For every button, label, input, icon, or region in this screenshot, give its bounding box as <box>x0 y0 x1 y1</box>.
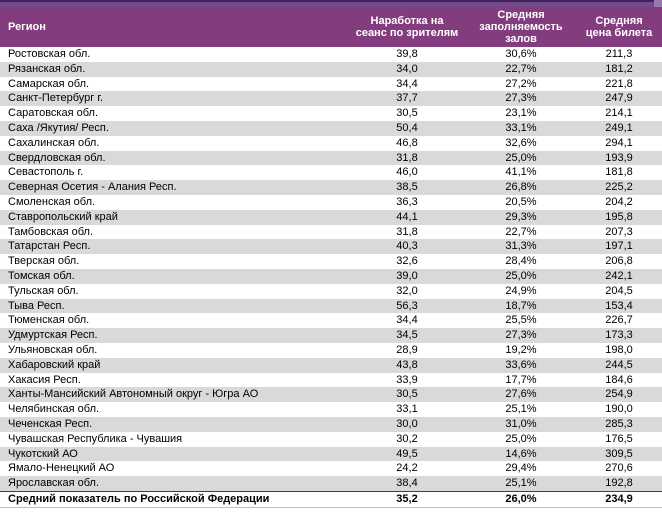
cell-region: Челябинская обл. <box>0 402 348 417</box>
cell-occupancy: 25,1% <box>466 402 576 417</box>
table-row <box>0 210 662 225</box>
cell-price: 193,9 <box>576 151 662 166</box>
cell-per-viewer: 30,5 <box>348 387 466 402</box>
cell-occupancy: 25,1% <box>466 476 576 491</box>
cell-region: Саратовская обл. <box>0 106 348 121</box>
cell-price: 247,9 <box>576 91 662 106</box>
table-row <box>0 239 662 254</box>
cell-price: 270,6 <box>576 461 662 476</box>
cell-price: 198,0 <box>576 343 662 358</box>
cell-per-viewer: 34,4 <box>348 313 466 328</box>
cell-per-viewer: 31,8 <box>348 225 466 240</box>
cell-occupancy: 31,0% <box>466 417 576 432</box>
cell-occupancy: 29,3% <box>466 210 576 225</box>
table-body <box>0 47 662 491</box>
table-row <box>0 313 662 328</box>
header-row <box>0 7 662 47</box>
cell-region: Тюменская обл. <box>0 313 348 328</box>
cell-per-viewer: 46,8 <box>348 136 466 151</box>
summary-row <box>0 491 662 507</box>
summary-per-viewer: 35,2 <box>348 491 466 507</box>
cell-region: Санкт-Петербург г. <box>0 91 348 106</box>
top-strip-corner <box>654 0 662 7</box>
table-row <box>0 447 662 462</box>
cell-region: Сахалинская обл. <box>0 136 348 151</box>
cell-occupancy: 25,0% <box>466 269 576 284</box>
cell-occupancy: 27,3% <box>466 328 576 343</box>
cell-per-viewer: 28,9 <box>348 343 466 358</box>
cell-occupancy: 24,9% <box>466 284 576 299</box>
cell-price: 225,2 <box>576 180 662 195</box>
cell-occupancy: 32,6% <box>466 136 576 151</box>
cell-region: Ярославская обл. <box>0 476 348 491</box>
cell-per-viewer: 46,0 <box>348 165 466 180</box>
cell-occupancy: 25,5% <box>466 313 576 328</box>
cell-price: 242,1 <box>576 269 662 284</box>
table-row <box>0 328 662 343</box>
cell-price: 249,1 <box>576 121 662 136</box>
cell-per-viewer: 32,6 <box>348 254 466 269</box>
table-row <box>0 77 662 92</box>
cell-per-viewer: 50,4 <box>348 121 466 136</box>
cell-price: 204,5 <box>576 284 662 299</box>
cell-per-viewer: 30,0 <box>348 417 466 432</box>
cell-per-viewer: 40,3 <box>348 239 466 254</box>
cell-occupancy: 23,1% <box>466 106 576 121</box>
cell-per-viewer: 34,5 <box>348 328 466 343</box>
table-row <box>0 373 662 388</box>
table-row <box>0 387 662 402</box>
cell-price: 214,1 <box>576 106 662 121</box>
summary-occupancy: 26,0% <box>466 491 576 507</box>
cell-occupancy: 27,3% <box>466 91 576 106</box>
cell-per-viewer: 38,5 <box>348 180 466 195</box>
cell-occupancy: 27,2% <box>466 77 576 92</box>
cell-occupancy: 14,6% <box>466 447 576 462</box>
cell-per-viewer: 49,5 <box>348 447 466 462</box>
table-row <box>0 417 662 432</box>
table-row <box>0 299 662 314</box>
cell-price: 207,3 <box>576 225 662 240</box>
cell-per-viewer: 24,2 <box>348 461 466 476</box>
cell-per-viewer: 43,8 <box>348 358 466 373</box>
cell-price: 221,8 <box>576 77 662 92</box>
cell-region: Ростовская обл. <box>0 47 348 62</box>
cell-region: Томская обл. <box>0 269 348 284</box>
summary-price: 234,9 <box>576 491 662 507</box>
top-strip <box>0 0 662 7</box>
cell-per-viewer: 33,1 <box>348 402 466 417</box>
cell-price: 254,9 <box>576 387 662 402</box>
cell-region: Рязанская обл. <box>0 62 348 77</box>
cell-occupancy: 20,5% <box>466 195 576 210</box>
cell-per-viewer: 34,0 <box>348 62 466 77</box>
cell-occupancy: 18,7% <box>466 299 576 314</box>
table-row <box>0 269 662 284</box>
table-row <box>0 432 662 447</box>
cell-per-viewer: 34,4 <box>348 77 466 92</box>
cell-per-viewer: 39,8 <box>348 47 466 62</box>
cell-region: Татарстан Респ. <box>0 239 348 254</box>
cell-price: 206,8 <box>576 254 662 269</box>
cell-region: Ханты-Мансийский Автономный округ - Югра АО <box>0 387 348 402</box>
table-row <box>0 254 662 269</box>
table-row <box>0 151 662 166</box>
table-row <box>0 106 662 121</box>
cell-region: Саха /Якутия/ Респ. <box>0 121 348 136</box>
cell-occupancy: 26,8% <box>466 180 576 195</box>
table-row <box>0 343 662 358</box>
cell-region: Ставропольский край <box>0 210 348 225</box>
cell-occupancy: 22,7% <box>466 62 576 77</box>
cell-region: Чеченская Респ. <box>0 417 348 432</box>
cell-region: Хабаровский край <box>0 358 348 373</box>
cell-occupancy: 27,6% <box>466 387 576 402</box>
cell-per-viewer: 56,3 <box>348 299 466 314</box>
cell-region: Чукотский АО <box>0 447 348 462</box>
cell-per-viewer: 37,7 <box>348 91 466 106</box>
cell-price: 211,3 <box>576 47 662 62</box>
cell-occupancy: 22,7% <box>466 225 576 240</box>
cell-price: 153,4 <box>576 299 662 314</box>
cell-region: Свердловская обл. <box>0 151 348 166</box>
cell-occupancy: 25,0% <box>466 432 576 447</box>
cell-per-viewer: 30,2 <box>348 432 466 447</box>
cell-occupancy: 33,6% <box>466 358 576 373</box>
cell-occupancy: 31,3% <box>466 239 576 254</box>
cell-region: Удмуртская Респ. <box>0 328 348 343</box>
cell-occupancy: 41,1% <box>466 165 576 180</box>
cell-occupancy: 30,6% <box>466 47 576 62</box>
cell-price: 197,1 <box>576 239 662 254</box>
cell-price: 192,8 <box>576 476 662 491</box>
cell-price: 181,8 <box>576 165 662 180</box>
table-row <box>0 461 662 476</box>
cell-per-viewer: 44,1 <box>348 210 466 225</box>
cell-occupancy: 29,4% <box>466 461 576 476</box>
table-row <box>0 91 662 106</box>
table-row <box>0 358 662 373</box>
cell-price: 184,6 <box>576 373 662 388</box>
cell-region: Чувашская Республика - Чувашия <box>0 432 348 447</box>
table-footer <box>0 491 662 507</box>
cell-region: Тверская обл. <box>0 254 348 269</box>
cell-region: Северная Осетия - Алания Респ. <box>0 180 348 195</box>
cell-per-viewer: 30,5 <box>348 106 466 121</box>
cell-per-viewer: 39,0 <box>348 269 466 284</box>
cell-region: Хакасия Респ. <box>0 373 348 388</box>
table-row <box>0 47 662 62</box>
cell-region: Ульяновская обл. <box>0 343 348 358</box>
cell-region: Самарская обл. <box>0 77 348 92</box>
cell-occupancy: 25,0% <box>466 151 576 166</box>
cell-region: Ямало-Ненецкий АО <box>0 461 348 476</box>
cell-region: Тыва Респ. <box>0 299 348 314</box>
regions-table <box>0 7 662 508</box>
table-row <box>0 121 662 136</box>
cell-price: 226,7 <box>576 313 662 328</box>
cell-price: 176,5 <box>576 432 662 447</box>
cell-per-viewer: 32,0 <box>348 284 466 299</box>
cell-occupancy: 17,7% <box>466 373 576 388</box>
cell-occupancy: 33,1% <box>466 121 576 136</box>
cell-per-viewer: 31,8 <box>348 151 466 166</box>
cell-region: Тамбовская обл. <box>0 225 348 240</box>
table-row <box>0 180 662 195</box>
cell-occupancy: 28,4% <box>466 254 576 269</box>
column-header-price: Средняя цена билета <box>576 7 662 47</box>
cell-per-viewer: 38,4 <box>348 476 466 491</box>
cell-price: 294,1 <box>576 136 662 151</box>
table-row <box>0 165 662 180</box>
table-row <box>0 476 662 491</box>
column-header-per-viewer: Наработка на сеанс по зрителям <box>348 7 466 47</box>
column-header-occupancy: Средняя заполняемость залов <box>466 7 576 47</box>
cell-price: 204,2 <box>576 195 662 210</box>
column-header-region: Регион <box>0 7 348 47</box>
cell-price: 309,5 <box>576 447 662 462</box>
cell-region: Тульская обл. <box>0 284 348 299</box>
cell-price: 244,5 <box>576 358 662 373</box>
table-header <box>0 7 662 47</box>
cell-price: 173,3 <box>576 328 662 343</box>
summary-label: Средний показатель по Российской Федерации <box>0 491 348 507</box>
cell-region: Смоленская обл. <box>0 195 348 210</box>
table-row <box>0 402 662 417</box>
table-row <box>0 284 662 299</box>
cell-per-viewer: 36,3 <box>348 195 466 210</box>
cell-per-viewer: 33,9 <box>348 373 466 388</box>
table-row <box>0 62 662 77</box>
cell-price: 285,3 <box>576 417 662 432</box>
table-row <box>0 136 662 151</box>
cell-occupancy: 19,2% <box>466 343 576 358</box>
cell-price: 190,0 <box>576 402 662 417</box>
cell-price: 181,2 <box>576 62 662 77</box>
table-row <box>0 225 662 240</box>
cell-price: 195,8 <box>576 210 662 225</box>
cell-region: Севастополь г. <box>0 165 348 180</box>
table-row <box>0 195 662 210</box>
